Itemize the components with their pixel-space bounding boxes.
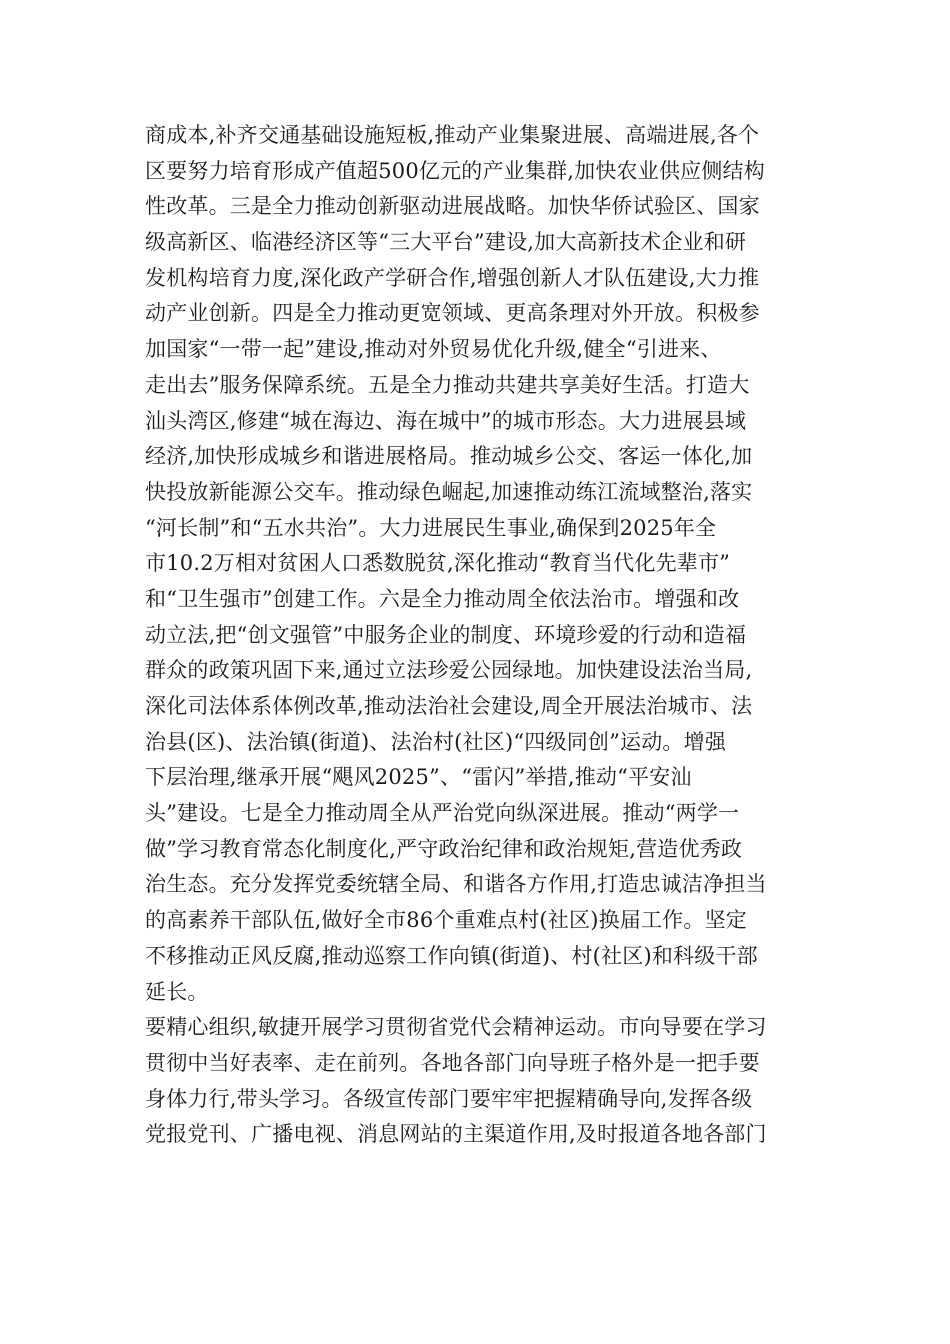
text-line: 身体力行,带头学习。各级宣传部门要牢牢把握精确导向,发挥各级 [145,1086,753,1111]
text-line: 快投放新能源公交车。推动绿色崛起,加速推动练江流域整治,落实 [145,479,753,504]
text-line: 发机构培育力度,深化政产学研合作,增强创新人才队伍建设,大力推 [145,265,760,290]
document-body [145,118,807,1153]
text-line: 的高素养干部队伍,做好全市86个重难点村(社区)换届工作。坚定 [145,908,747,933]
text-line: 加国家“一带一起”建设,推动对外贸易优化升级,健全“引进来、 [145,337,722,362]
text-line: 经济,加快形成城乡和谐进展格局。推动城乡公交、客运一体化,加 [145,444,753,469]
text-line: 做”学习教育常态化制度化,严守政治纪律和政治规矩,营造优秀政 [145,836,743,861]
text-line: 深化司法体系体例改革,推动法治社会建设,周全开展法治城市、法 [145,694,753,718]
text-line: 延长。 [145,979,209,1004]
text-line: 和“卫生强市”创建工作。六是全力推动周全依法治市。增强和改 [145,586,740,611]
text-line: 区要努力培育形成产值超500亿元的产业集群,加快农业供应侧结构 [145,158,765,183]
text-line: 头”建设。七是全力推动周全从严治党向纵深进展。推动“两学一 [145,801,740,826]
text-line: 不移推动正风反腐,推动巡察工作向镇(街道)、村(社区)和科级干部 [145,943,758,968]
text-line: 市10.2万相对贫困人口悉数脱贫,深化推动“教育当代化先辈市” [145,551,731,576]
text-line: 治生态。充分发挥党委统辖全局、和谐各方作用,打造忠诚洁净担当 [145,872,767,897]
text-line: 性改革。三是全力推动创新驱动进展战略。加快华侨试验区、国家 [145,194,760,219]
text-line: “河长制”和“五水共治”。大力进展民生事业,确保到2025年全 [145,515,717,540]
text-line: 走出去”服务保障系统。五是全力推动共建共享美好生活。打造大 [145,372,750,397]
text-line: 商成本,补齐交通基础设施短板,推动产业集聚进展、高端进展,各个 [145,123,760,147]
text-line: 下层治理,继承开展“飓风2025”、“雷闪”举措,推动“平安汕 [145,765,692,790]
text-line: 要精心组织,敏捷开展学习贯彻省党代会精神运动。市向导要在学习 [145,1015,767,1040]
text-line: 级高新区、临港经济区等“三大平台”建设,加大高新技术企业和研 [145,230,747,255]
text-line: 汕头湾区,修建“城在海边、海在城中”的城市形态。大力进展县域 [145,408,747,433]
text-line: 党报党刊、广播电视、消息网站的主渠道作用,及时报道各地各部门 [145,1122,767,1147]
text-line: 治县(区)、法治镇(街道)、法治村(社区)“四级同创”运动。增强 [145,729,727,754]
text-line: 贯彻中当好表率、走在前列。各地各部门向导班子格外是一把手要 [145,1050,760,1075]
text-line: 动产业创新。四是全力推动更宽领域、更高条理对外开放。积极参 [145,301,760,326]
text-line: 动立法,把“创文强管”中服务企业的制度、环境珍爱的行动和造福 [145,622,747,647]
text-line: 群众的政策巩固下来,通过立法珍爱公园绿地。加快建设法治当局, [145,658,753,683]
